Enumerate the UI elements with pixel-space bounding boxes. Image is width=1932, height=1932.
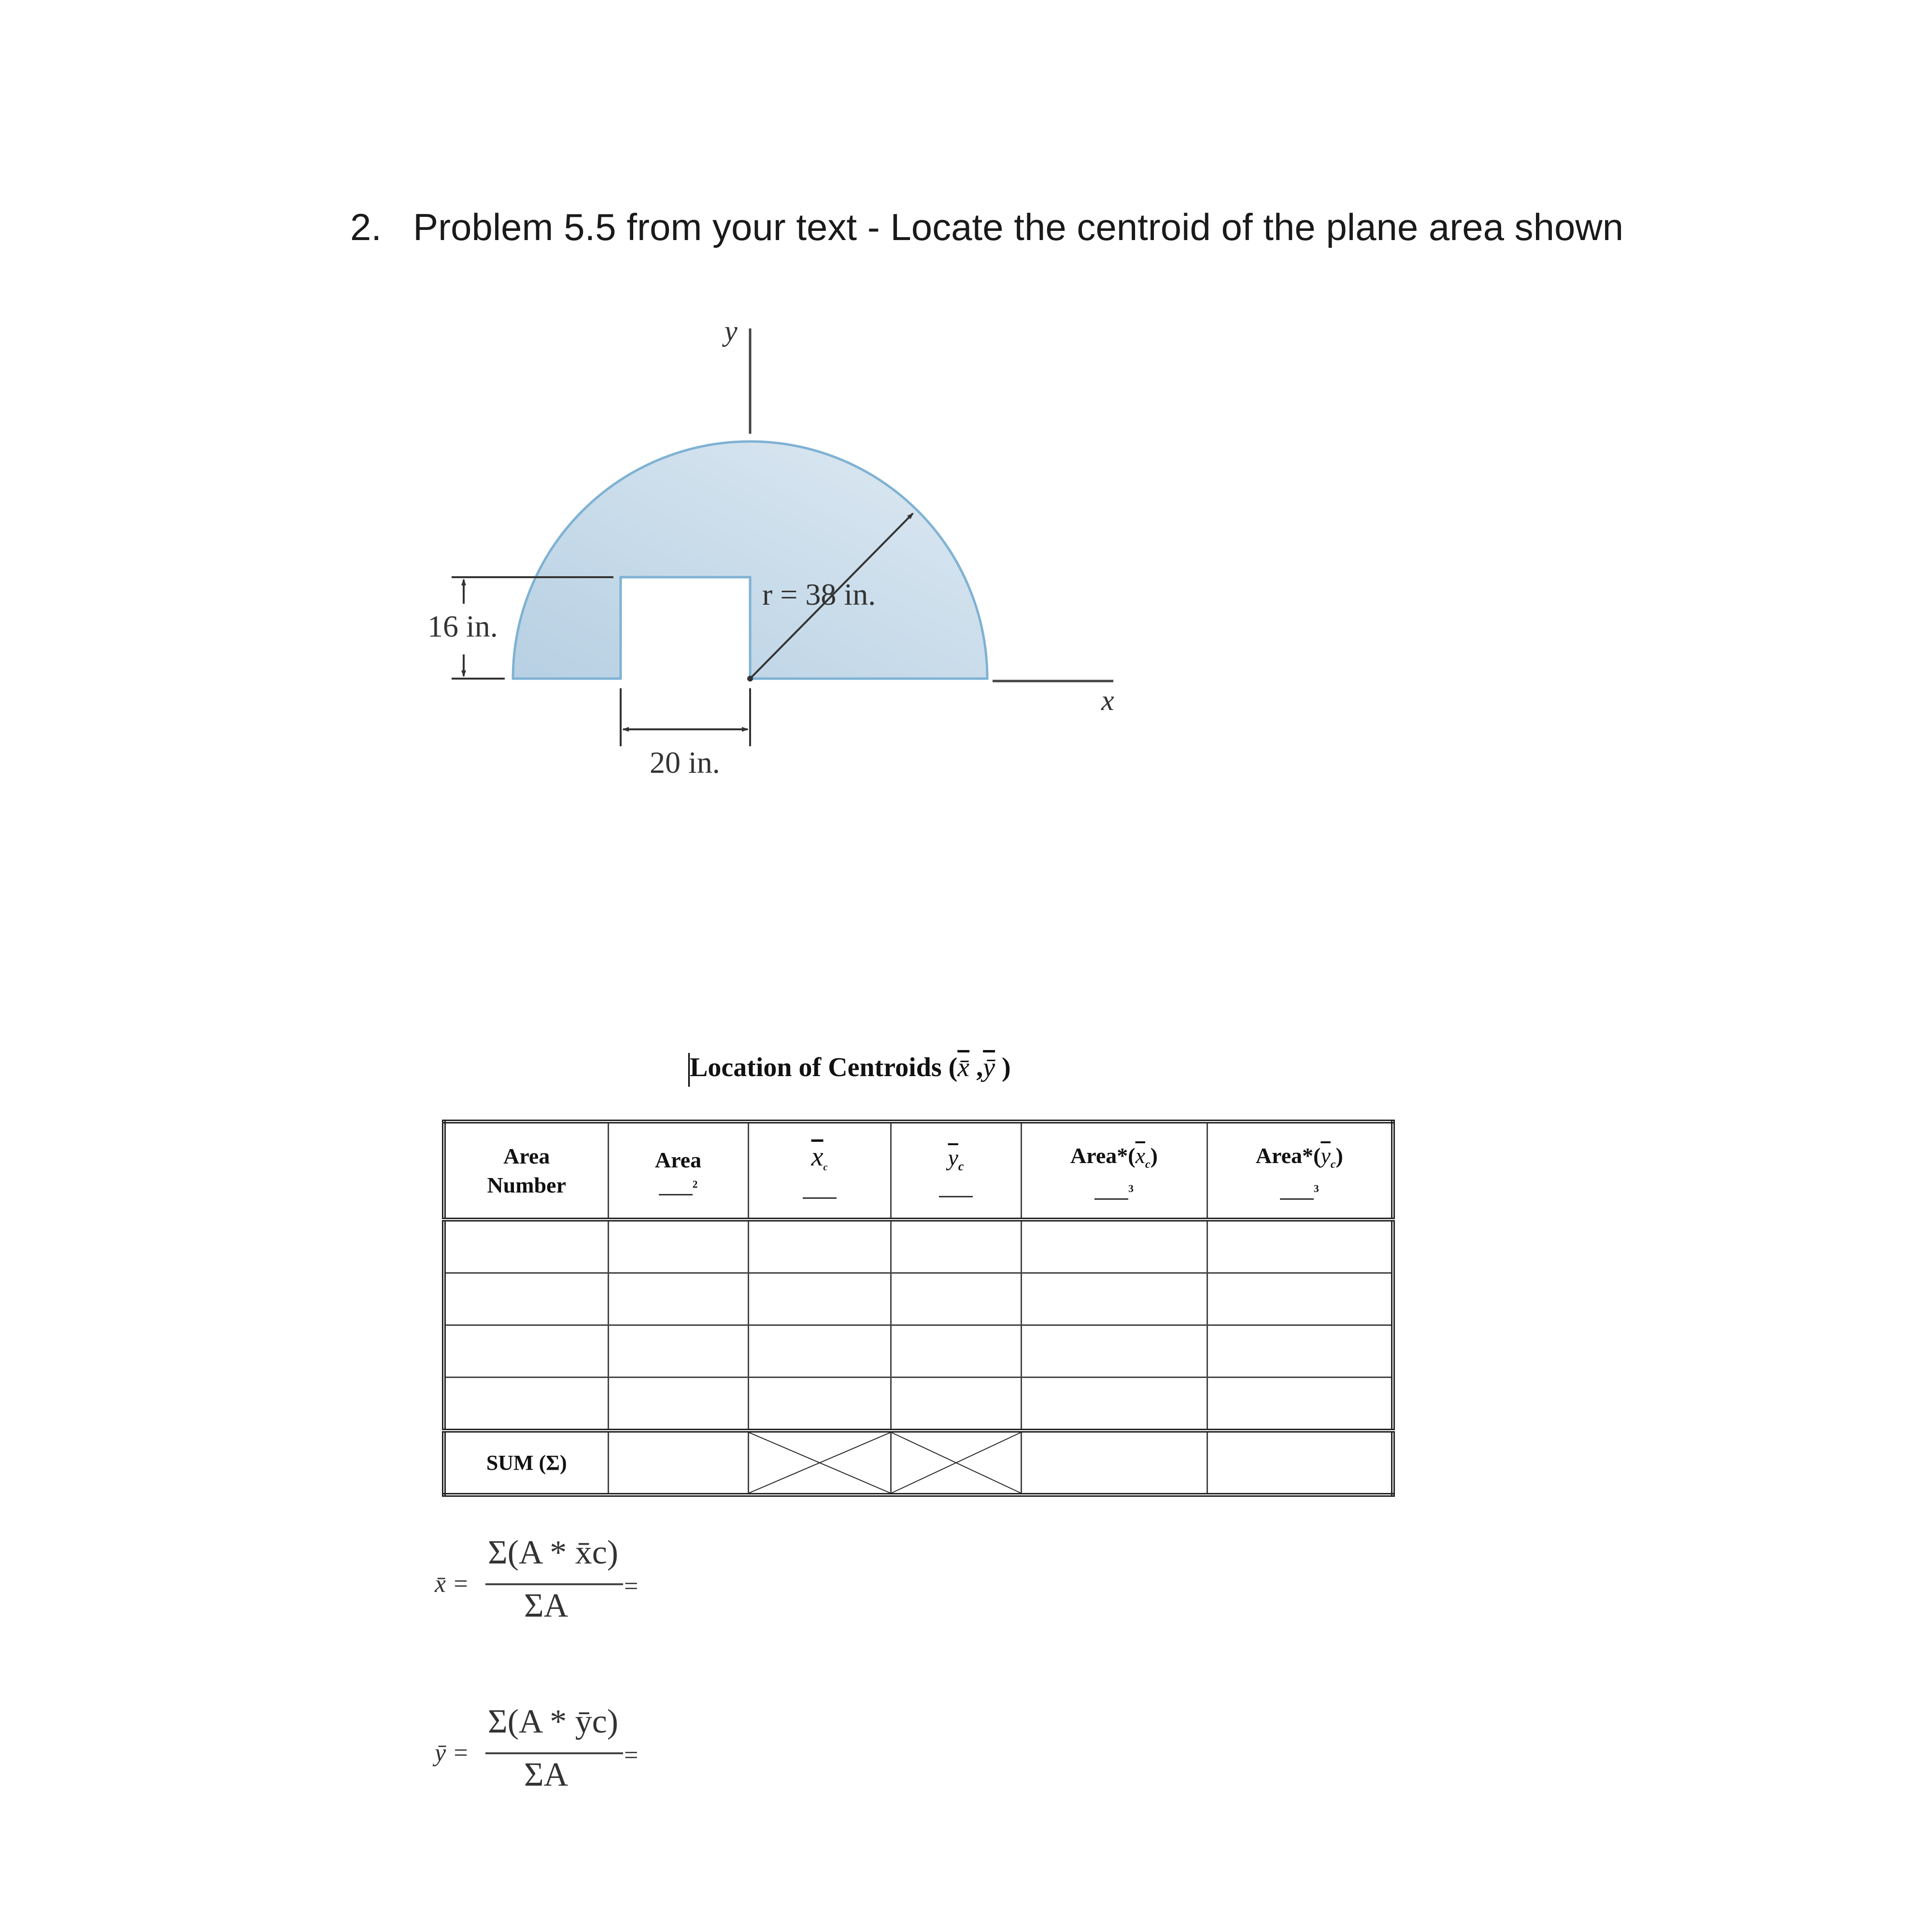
cell-yc[interactable]: [891, 1325, 1021, 1378]
cell-xc[interactable]: [748, 1378, 891, 1431]
cell-xc[interactable]: [748, 1220, 891, 1273]
cell-area-yc[interactable]: [1207, 1378, 1393, 1431]
cell-area-number[interactable]: [444, 1325, 608, 1378]
problem-text: Problem 5.5 from your text - Locate the centroid of the plane area shown: [413, 206, 1624, 248]
cell-area[interactable]: [608, 1220, 748, 1273]
cell-area[interactable]: [608, 1378, 748, 1431]
table-row: [444, 1273, 1393, 1325]
sum-area-xc-cell[interactable]: [1021, 1431, 1207, 1495]
cross-mark: [892, 1433, 1021, 1493]
cell-xc[interactable]: [748, 1273, 891, 1325]
cell-area-number[interactable]: [444, 1220, 608, 1273]
problem-number: 2.: [350, 206, 382, 248]
table-row: [444, 1378, 1393, 1431]
sum-label-cell: SUM (Σ): [444, 1431, 608, 1495]
cell-area-xc[interactable]: [1021, 1378, 1207, 1431]
cell-area-yc[interactable]: [1207, 1325, 1393, 1378]
header-yc: $\overline{y}_c$: [891, 1122, 1021, 1220]
header-xc: $\overline{x}_c$: [748, 1122, 891, 1220]
centroid-figure: [0, 0, 1932, 821]
ybar-fraction-bar: [485, 1752, 623, 1754]
crossed-out-cell-yc: [891, 1431, 1021, 1495]
sum-area-cell[interactable]: [608, 1431, 748, 1495]
header-area: Area $^2$: [608, 1122, 748, 1220]
centroid-table: [442, 1120, 1395, 1497]
xbar-fraction-bar: [485, 1583, 623, 1585]
radius-label: r = 38 in.: [762, 577, 876, 611]
cell-yc[interactable]: [891, 1273, 1021, 1325]
cell-area-xc[interactable]: [1021, 1273, 1207, 1325]
xbar-denominator: ΣA: [524, 1587, 568, 1624]
cell-area-xc[interactable]: [1021, 1220, 1207, 1273]
ybar-equals: =: [624, 1742, 639, 1769]
header-area-number: Area Number: [444, 1122, 608, 1220]
cell-area[interactable]: [608, 1273, 748, 1325]
cell-area-number[interactable]: [444, 1273, 608, 1325]
width-label: 20 in.: [650, 745, 720, 780]
semicircle-with-cutout: [513, 441, 987, 679]
ybar-denominator: ΣA: [524, 1756, 568, 1793]
cell-area-number[interactable]: [444, 1378, 608, 1431]
cell-area-xc[interactable]: [1021, 1325, 1207, 1378]
cell-area-yc[interactable]: [1207, 1220, 1393, 1273]
cell-area[interactable]: [608, 1325, 748, 1378]
cell-xc[interactable]: [748, 1325, 891, 1378]
xbar-equals: =: [624, 1573, 639, 1600]
table-row: [444, 1325, 1393, 1378]
table-title: Location of Centroids (x̄ $,\overline{ȳ}$ ): [690, 1052, 1011, 1082]
height-label: 16 in.: [427, 609, 498, 643]
center-point: [747, 676, 753, 682]
xbar-numerator: Σ(A * x̄c): [488, 1534, 619, 1571]
table-header-row: [444, 1122, 1393, 1220]
cell-yc[interactable]: [891, 1378, 1021, 1431]
cell-yc[interactable]: [891, 1220, 1021, 1273]
header-area-yc: $Area*(\overline{y}_c)$ $^3$: [1207, 1122, 1393, 1220]
cell-area-yc[interactable]: [1207, 1273, 1393, 1325]
y-axis-label: y: [724, 315, 738, 347]
cross-mark: [749, 1433, 890, 1493]
xbar-lhs: x̄ =: [435, 1570, 469, 1598]
ybar-numerator: Σ(A * ȳc): [488, 1703, 619, 1740]
header-area-xc: $Area*(\overline{x}_c)$ $^3$: [1021, 1122, 1207, 1220]
crossed-out-cell-xc: [748, 1431, 891, 1495]
sum-row: [444, 1431, 1393, 1495]
x-axis-label: x: [1101, 684, 1114, 716]
ybar-lhs: ȳ =: [435, 1739, 469, 1767]
table-row: [444, 1220, 1393, 1273]
sum-area-yc-cell[interactable]: [1207, 1431, 1393, 1495]
